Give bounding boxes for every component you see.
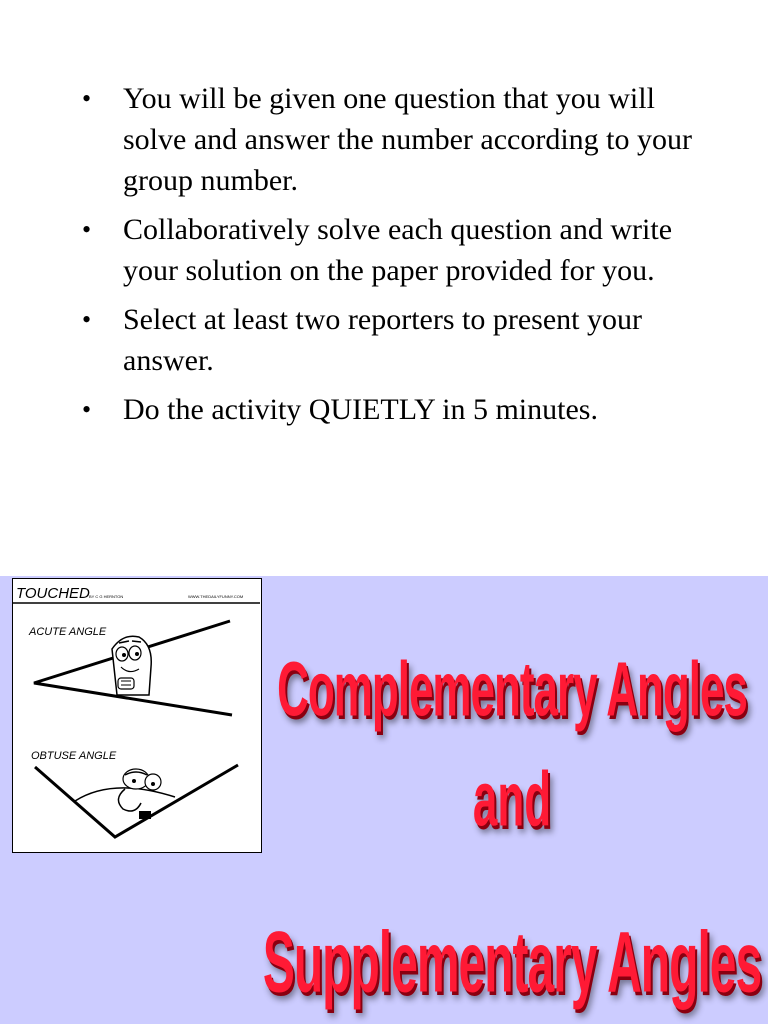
bullet-text: You will be given one question that you will solve and answer the number according to your group number. [123,82,692,197]
instruction-list [82,78,702,438]
bullet-text: Collaboratively solve each question and write your solution on the paper provided for you. [123,213,673,287]
acute-angle-character [112,636,151,695]
bullet-item [82,389,702,430]
bullet-item [82,78,702,201]
bullet-dot-icon: • [82,305,92,334]
comic-title: TOUCHED [16,585,90,602]
obtuse-angle-label: OBTUSE ANGLE [31,750,117,762]
acute-angle-label: ACUTE ANGLE [29,626,107,638]
title-and: and [472,757,552,843]
title-supplementary-angles: Supplementary Angles [262,915,762,1012]
bullet-item [82,299,702,381]
slide-title [0,576,768,1024]
bullet-dot-icon: • [82,215,92,244]
bullet-dot-icon: • [82,395,92,424]
comic-drawing [13,579,260,851]
comic-strip [12,578,262,853]
bullet-text: Do the activity QUIETLY in 5 minutes. [123,393,598,426]
comic-byline: BY C G HERNTON [89,594,124,599]
bullet-text: Select at least two reporters to present your answer. [123,303,642,377]
obtuse-angle-character [118,769,161,819]
title-complementary-angles: Complementary Angles [277,647,747,733]
comic-site: WWW.THEDAILYFUNNY.COM [188,594,244,599]
bullet-dot-icon: • [82,84,92,113]
bullet-item [82,209,702,291]
